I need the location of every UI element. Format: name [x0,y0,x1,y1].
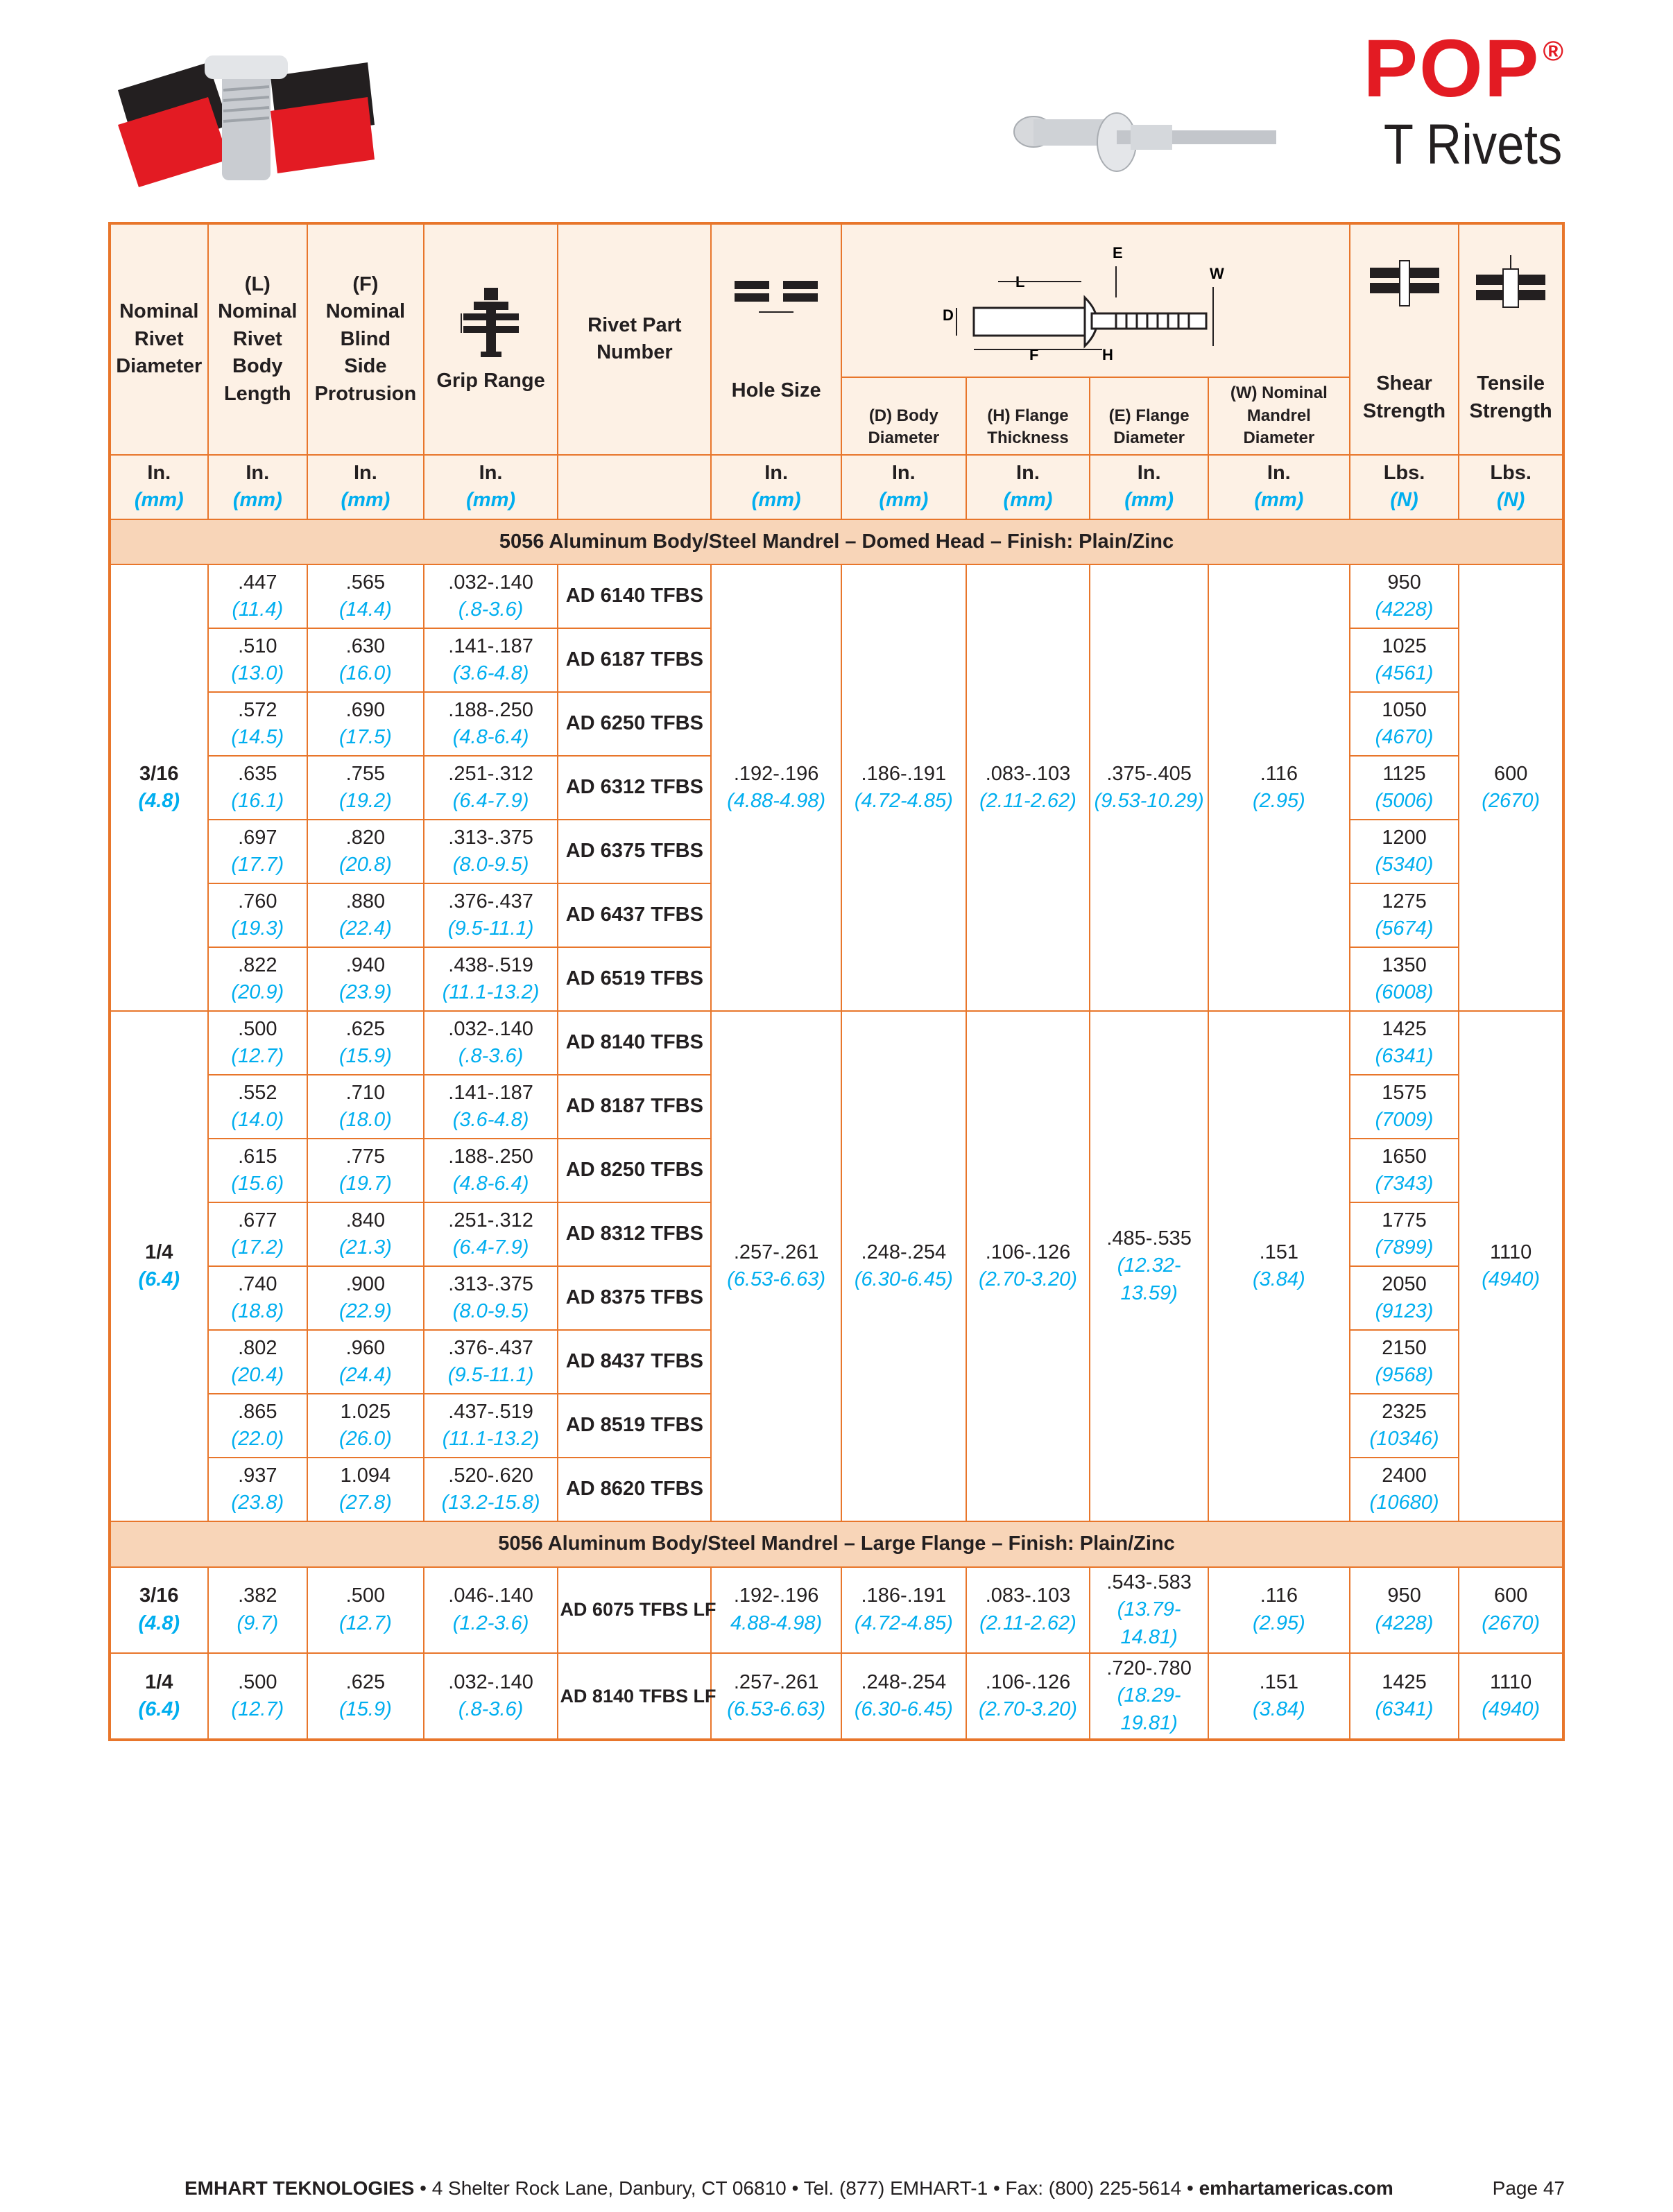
header-grip-range: Grip Range [424,223,558,455]
part-number: AD 6519 TFBS [558,947,711,1011]
part-number: AD 6075 TFBS LF [558,1567,711,1653]
header-hole-size: Hole Size [711,223,841,455]
tensile-diagram [1473,254,1549,316]
svg-text:D: D [943,306,954,324]
part-number: AD 8375 TFBS [558,1266,711,1330]
part-number: AD 8140 TFBS [558,1011,711,1075]
table-row: .802 (20.4) .960 (24.4) .376-.437 (9.5-11.1) AD 8437 TFBS 2150 (9568) [110,1330,1563,1394]
table-row: 3/16 (4.8) .447 (11.4) .565 (14.4) .032-.140 (.8-3.6) AD 6140 TFBS .192-.196 (4.88-4.98) .186-.191 (4.72-4.85) .083-.103 (2.11-2.62) .375-.405 (9.53-10.29) .116 (2.95) 950 (4228) 600 (2670) [110,564,1563,628]
part-number: AD 8250 TFBS [558,1139,711,1202]
svg-text:L: L [1015,273,1025,291]
t-rivet-photo [1006,104,1276,180]
header-tensile: Tensile Strength [1459,223,1563,455]
table-row: .865 (22.0) 1.025 (26.0) .437-.519 (11.1-13.2) AD 8519 TFBS 2325 (10346) [110,1394,1563,1458]
table-row: .697 (17.7) .820 (20.8) .313-.375 (8.0-9.5) AD 6375 TFBS 1200 (5340) [110,820,1563,883]
rivet-application-illustration [104,49,381,187]
header-mandrel-diameter: (W) Nominal Mandrel Diameter [1208,377,1350,455]
section-domed-head: 5056 Aluminum Body/Steel Mandrel – Domed Head – Finish: Plain/Zinc [110,519,1563,564]
brand-logo: POP ® [1363,23,1565,114]
table-row: .760 (19.3) .880 (22.4) .376-.437 (9.5-11.1) AD 6437 TFBS 1275 (5674) [110,883,1563,947]
header-flange-thickness: (H) Flange Thickness [966,377,1090,455]
table-row: .822 (20.9) .940 (23.9) .438-.519 (11.1-13.2) AD 6519 TFBS 1350 (6008) [110,947,1563,1011]
table-row: 1/4 (6.4) .500 (12.7) .625 (15.9) .032-.140 (.8-3.6) AD 8140 TFBS LF .257-.261 (6.53-6.63) .248-.254 (6.30-6.45) .106-.126 (2.70-3.20) .720-.780 (18.29-19.81) .151 (3.84) 1425 (6341) 1110 (4940) [110,1653,1563,1740]
part-number: AD 8140 TFBS LF [558,1653,711,1740]
footer-company: EMHART TEKNOLOGIES [185,2177,415,2199]
table-row: .510 (13.0) .630 (16.0) .141-.187 (3.6-4.8) AD 6187 TFBS 1025 (4561) [110,628,1563,692]
grip-range-diagram [460,284,522,368]
units-row: In. (mm) In. (mm) In. (mm) In. (mm) In. (mm) In. (mm) In. (mm) In. (mm) In. (mm) Lbs. (N) Lbs. (N) [110,455,1563,519]
diameter-cell: 3/16 (4.8) [110,564,208,1011]
diameter-cell: 1/4 (6.4) [110,1011,208,1521]
svg-text:F: F [1029,345,1039,363]
header-blind-side: (F) Nominal Blind Side Protrusion [307,223,424,455]
table-row: 3/16 (4.8) .382 (9.7) .500 (12.7) .046-.140 (1.2-3.6) AD 6075 TFBS LF .192-.196 4.88-4.98) .186-.191 (4.72-4.85) .083-.103 (2.11-2.62) .543-.583 (13.79-14.81) .116 (2.95) 950 (4228) 600 (2670) [110,1567,1563,1653]
part-number: AD 6187 TFBS [558,628,711,692]
product-title: T Rivets [1383,113,1562,176]
shear-diagram [1366,254,1443,316]
table-row: .572 (14.5) .690 (17.5) .188-.250 (4.8-6.4) AD 6250 TFBS 1050 (4670) [110,692,1563,756]
footer-address: • 4 Shelter Rock Lane, Danbury, CT 06810 • Tel. (877) EMHART-1 • Fax: (800) 225-5614 • [414,2177,1199,2199]
page-footer [185,2177,1565,2200]
table-row: .677 (17.2) .840 (21.3) .251-.312 (6.4-7.9) AD 8312 TFBS 1775 (7899) [110,1202,1563,1266]
table-row: .937 (23.8) 1.094 (27.8) .520-.620 (13.2-15.8) AD 8620 TFBS 2400 (10680) [110,1458,1563,1521]
section-large-flange: 5056 Aluminum Body/Steel Mandrel – Large Flange – Finish: Plain/Zinc [110,1521,1563,1566]
table-row: .740 (18.8) .900 (22.9) .313-.375 (8.0-9.5) AD 8375 TFBS 2050 (9123) [110,1266,1563,1330]
brand-block [1355,23,1565,176]
part-number: AD 6140 TFBS [558,564,711,628]
header-flange-diameter: (E) Flange Diameter [1090,377,1208,455]
part-number: AD 8187 TFBS [558,1075,711,1139]
part-number: AD 6250 TFBS [558,692,711,756]
part-number: AD 8312 TFBS [558,1202,711,1266]
part-number: AD 8519 TFBS [558,1394,711,1458]
header-body-diameter: (D) Body Diameter [841,377,966,455]
footer-website-link[interactable]: emhartamericas.com [1199,2177,1393,2199]
page-number: Page 47 [1492,2177,1565,2199]
svg-text:H: H [1102,345,1114,363]
part-number: AD 6375 TFBS [558,820,711,883]
header-nominal-diameter: Nominal Rivet Diameter [110,223,208,455]
header-shear: Shear Strength [1350,223,1459,455]
table-row: .552 (14.0) .710 (18.0) .141-.187 (3.6-4.8) AD 8187 TFBS 1575 (7009) [110,1075,1563,1139]
table-row: .615 (15.6) .775 (19.7) .188-.250 (4.8-6.4) AD 8250 TFBS 1650 (7343) [110,1139,1563,1202]
svg-text:E: E [1113,243,1124,261]
table-row: .635 (16.1) .755 (19.2) .251-.312 (6.4-7.9) AD 6312 TFBS 1125 (5006) [110,756,1563,820]
svg-text:W: W [1210,264,1225,282]
header-body-length: (L) Nominal Rivet Body Length [208,223,308,455]
table-row: 1/4 (6.4) .500 (12.7) .625 (15.9) .032-.140 (.8-3.6) AD 8140 TFBS .257-.261 (6.53-6.63) .248-.254 (6.30-6.45) .106-.126 (2.70-3.20) .485-.535 (12.32-13.59) .151 (3.84) 1425 (6341) 1110 (4940) [110,1011,1563,1075]
part-number: AD 8437 TFBS [558,1330,711,1394]
rivet-dimensions-diagram [936,239,1255,363]
hole-size-diagram [731,274,821,322]
header-part-number: Rivet Part Number [558,223,711,455]
part-number: AD 8620 TFBS [558,1458,711,1521]
part-number: AD 6312 TFBS [558,756,711,820]
rivet-spec-table [108,222,1565,1741]
header-rivet-diagram [841,223,1350,377]
part-number: AD 6437 TFBS [558,883,711,947]
